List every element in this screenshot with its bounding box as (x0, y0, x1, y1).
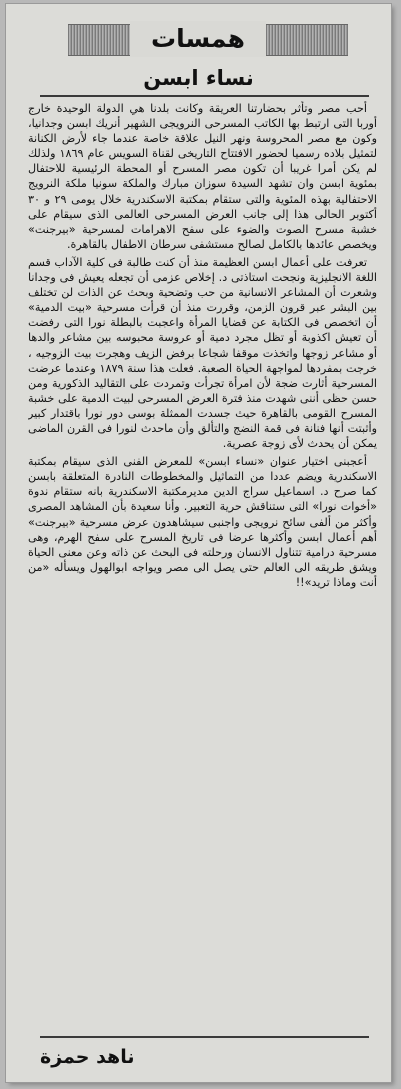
article-body (28, 101, 377, 1031)
headline-divider (40, 95, 369, 97)
article-paragraph: تعرفت على أعمال ابسن العظيمة منذ أن كنت طالبة فى كلية الآداب قسم اللغة الانجليزية ونجحت استاذتى د. إخلاص عزمى أن تجعله يعيش فى وجدانا وشعرت أن المشاعر الانسانية من حب وتضحية وبحث عن الذات لن تختلف بين البشر عبر قرون الزمن، وقررت منذ أن قرأت مسرحية «بيت الدمية» أن اتخصص فى الكتابة عن قضايا المرأة واعجبت بالبطلة نورا التى رفضت أن تعيش اكذوبة أو تظل مجرد دمية أو عروسة محبوسه بين مشاعر والدها أو مشاعر زوجها واتخذت موقفا شجاعا برفض الزيف وهجرت بيت الزوجيه ، خرجت بمفردها لمواجهة الحياة الصعبة. فعلت هذا سنة ١٨٧٩ وعندما عرضت المسرحية أثارت ضجة لأن امرأة تجرأت وتمردت على التقاليد الذكورية ومن حسن حظى أننى شهدت منذ فترة العرض المسرحى لبيت الدمية على خشبة المسرح القومى بالقاهرة حيث جسدت الممثلة بوسى دور نورا باقتدار كبير وأثبتت أنها فنانة فى قمة النضج والتألق وأن ماحدث لنورا فى القرن الماضى يمكن أن يحدث لأى زوجة عصرية. (28, 255, 377, 451)
author-byline: ناهد حمزة (40, 1046, 135, 1068)
byline-divider (40, 1036, 369, 1038)
article-paragraph: أحب مصر وتأثر بحضارتنا العريقة وكانت بلدنا هي الدولة الوحيدة خارج أوربا التى ارتبط بها الكاتب المسرحى النرويجى الشهير أنريك ابسن وجدانيا، وكون مع مصر المحروسة ونهر النيل علاقة خاصة عندما جاء لأرض الكنانة لتمثيل بلاده رسميا لحضور الافتتاح التاريخى لقناة السويس عام ١٨٦٩ ولذلك لم يكن أمرا غريبا أن تكون مصر المسرح أو المحطة الرئيسية للاحتفال بمئوية ابسن وان تشهد السيدة سوزان مبارك والملكة سونيا ملكة النرويج الاحتفالية بهذه المئوية والتى ستقام بمكتبة الاسكندرية خلال يومى ٢٩ و ٣٠ أكتوبر الحالى هذا إلى جانب العرض المسرحى العالمى الذى سيقام على خشبة مسرح الصوت والضوء على سفح الاهرامات لمسرحية «بيرجنت» ويخصص عائدها بالكامل لصالح مستشفى سرطان الاطفال بالقاهرة. (28, 102, 377, 251)
article-paragraph: أعجبنى اختيار عنوان «نساء ابسن» للمعرض الفنى الذى سيقام بمكتبة الاسكندرية ويضم عددا من التماثيل والمخطوطات النادرة المتعلقة بابسن كما صرح د. اسماعيل سراج الدين مديرمكتبة الاسكندرية بانه ستقام ندوة «أخوات نورا» التى ستناقش حرية التعبير. وأنا سعيدة بأن المشاهد المصرى وأكثر من ألفى سائح نرويجى واجنبى سيشاهدون عرض مسرحية «بيرجنت» أهم أعمال ابسن وأكثرها عرضا فى تاريخ المسرح على سفح الهرم، وهى مسرحية درامية تتناول الانسان ورحلته فى البحث عن ذاته وعن معنى الحياة ويشق طريقه الى العالم حتى يصل الى مصر ويواجه ابوالهول ويسأله «من أنت وماذا تريد»!! (28, 455, 377, 589)
article-headline: نساء ابسن (143, 66, 254, 90)
column-title: همسات (130, 21, 266, 57)
newspaper-clipping (6, 4, 391, 1082)
